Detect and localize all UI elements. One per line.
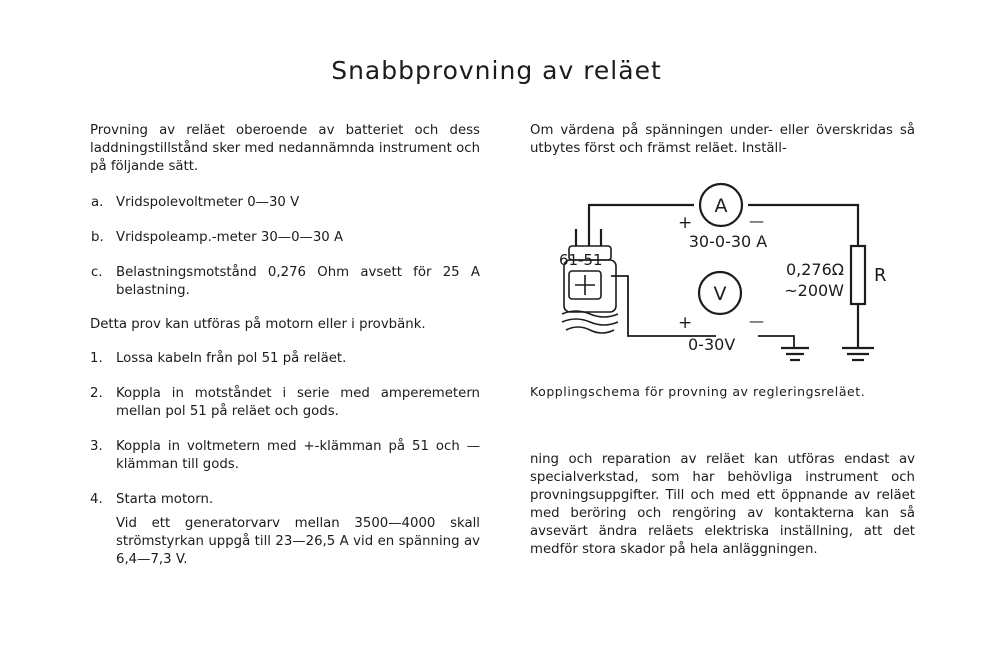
instrument-item-a [90,194,480,212]
step-text: Koppla in motståndet i serie med amperemetern mellan pol 51 på reläet och gods. [116,386,480,419]
step-text: Koppla in voltmetern med +-klämman på 51 och — klämman till gods. [116,439,480,472]
instrument-item-b [90,229,480,247]
list-marker: c. [91,265,103,280]
step-4 [90,491,480,569]
page-title: Snabbprovning av reläet [331,56,662,85]
ground-symbol-right [842,348,874,360]
resistor-symbol [851,246,865,304]
voltmeter-symbol: V [713,283,727,305]
terminal-label: 61-51 [559,251,603,269]
step-3 [90,438,480,474]
list-item-text: Vridspolevoltmeter 0—30 V [116,195,300,210]
step-number: 1. [90,351,103,366]
voltmeter-plus: + [678,313,693,333]
right-top-text: Om värdena på spänningen under- eller överskridas så utbytes först och främst reläet. Inställ- [530,123,915,156]
step-number: 2. [90,386,103,401]
step-text: Lossa kabeln från pol 51 på reläet. [116,351,347,366]
intro-paragraph: Provning av reläet oberoende av batteriet och dess laddningstillstånd sker med nedannämnda instrument och på följande sätt. [90,123,480,174]
ammeter-minus: — [749,212,764,230]
step-2 [90,385,480,421]
step-1 [90,350,480,368]
wiring-diagram [548,176,908,366]
voltmeter-minus: — [749,312,764,330]
list-marker: a. [91,195,104,210]
test-note: Detta prov kan utföras på motorn eller i provbänk. [90,317,426,332]
step-number: 4. [90,492,103,507]
diagram-caption: Kopplingschema för provning av regleringsreläet. [530,384,866,399]
resistor-power: ~200W [784,281,844,300]
list-item-text: Belastningsmotstånd 0,276 Ohm avsett för 25 A belastning. [116,265,480,298]
step-4-detail: Vid ett generatorvarv mellan 3500—4000 skall strömstyrkan uppgå till 23—26,5 A vid en spänning av 6,4—7,3 V. [116,516,480,567]
wire-voltmeter-to-ground [758,336,794,348]
instrument-item-c [90,264,480,300]
resistor-label: R [874,265,887,286]
ground-symbol-left [781,348,809,360]
ammeter-symbol: A [714,195,728,217]
ammeter-range: 30-0-30 A [688,232,768,251]
right-bottom-text: ning och reparation av reläet kan utföras endast av specialverkstad, som har behövliga instrument och provningsuppgifter. Till och med ett öppnande av reläet med beröring och rengöring av kontakterna kan så avsevärt ändra reläets elektriska inställning, att det medför stora skador på hela anläggningen. [530,452,915,557]
list-item-text: Vridspoleamp.-meter 30—0—30 A [116,230,344,245]
step-number: 3. [90,439,103,454]
step-text: Starta motorn. [116,492,214,507]
voltmeter-range: 0-30V [688,335,736,354]
list-marker: b. [91,230,104,245]
left-column [90,122,480,569]
resistor-value: 0,276Ω [785,260,844,279]
ammeter-plus: + [678,213,693,233]
